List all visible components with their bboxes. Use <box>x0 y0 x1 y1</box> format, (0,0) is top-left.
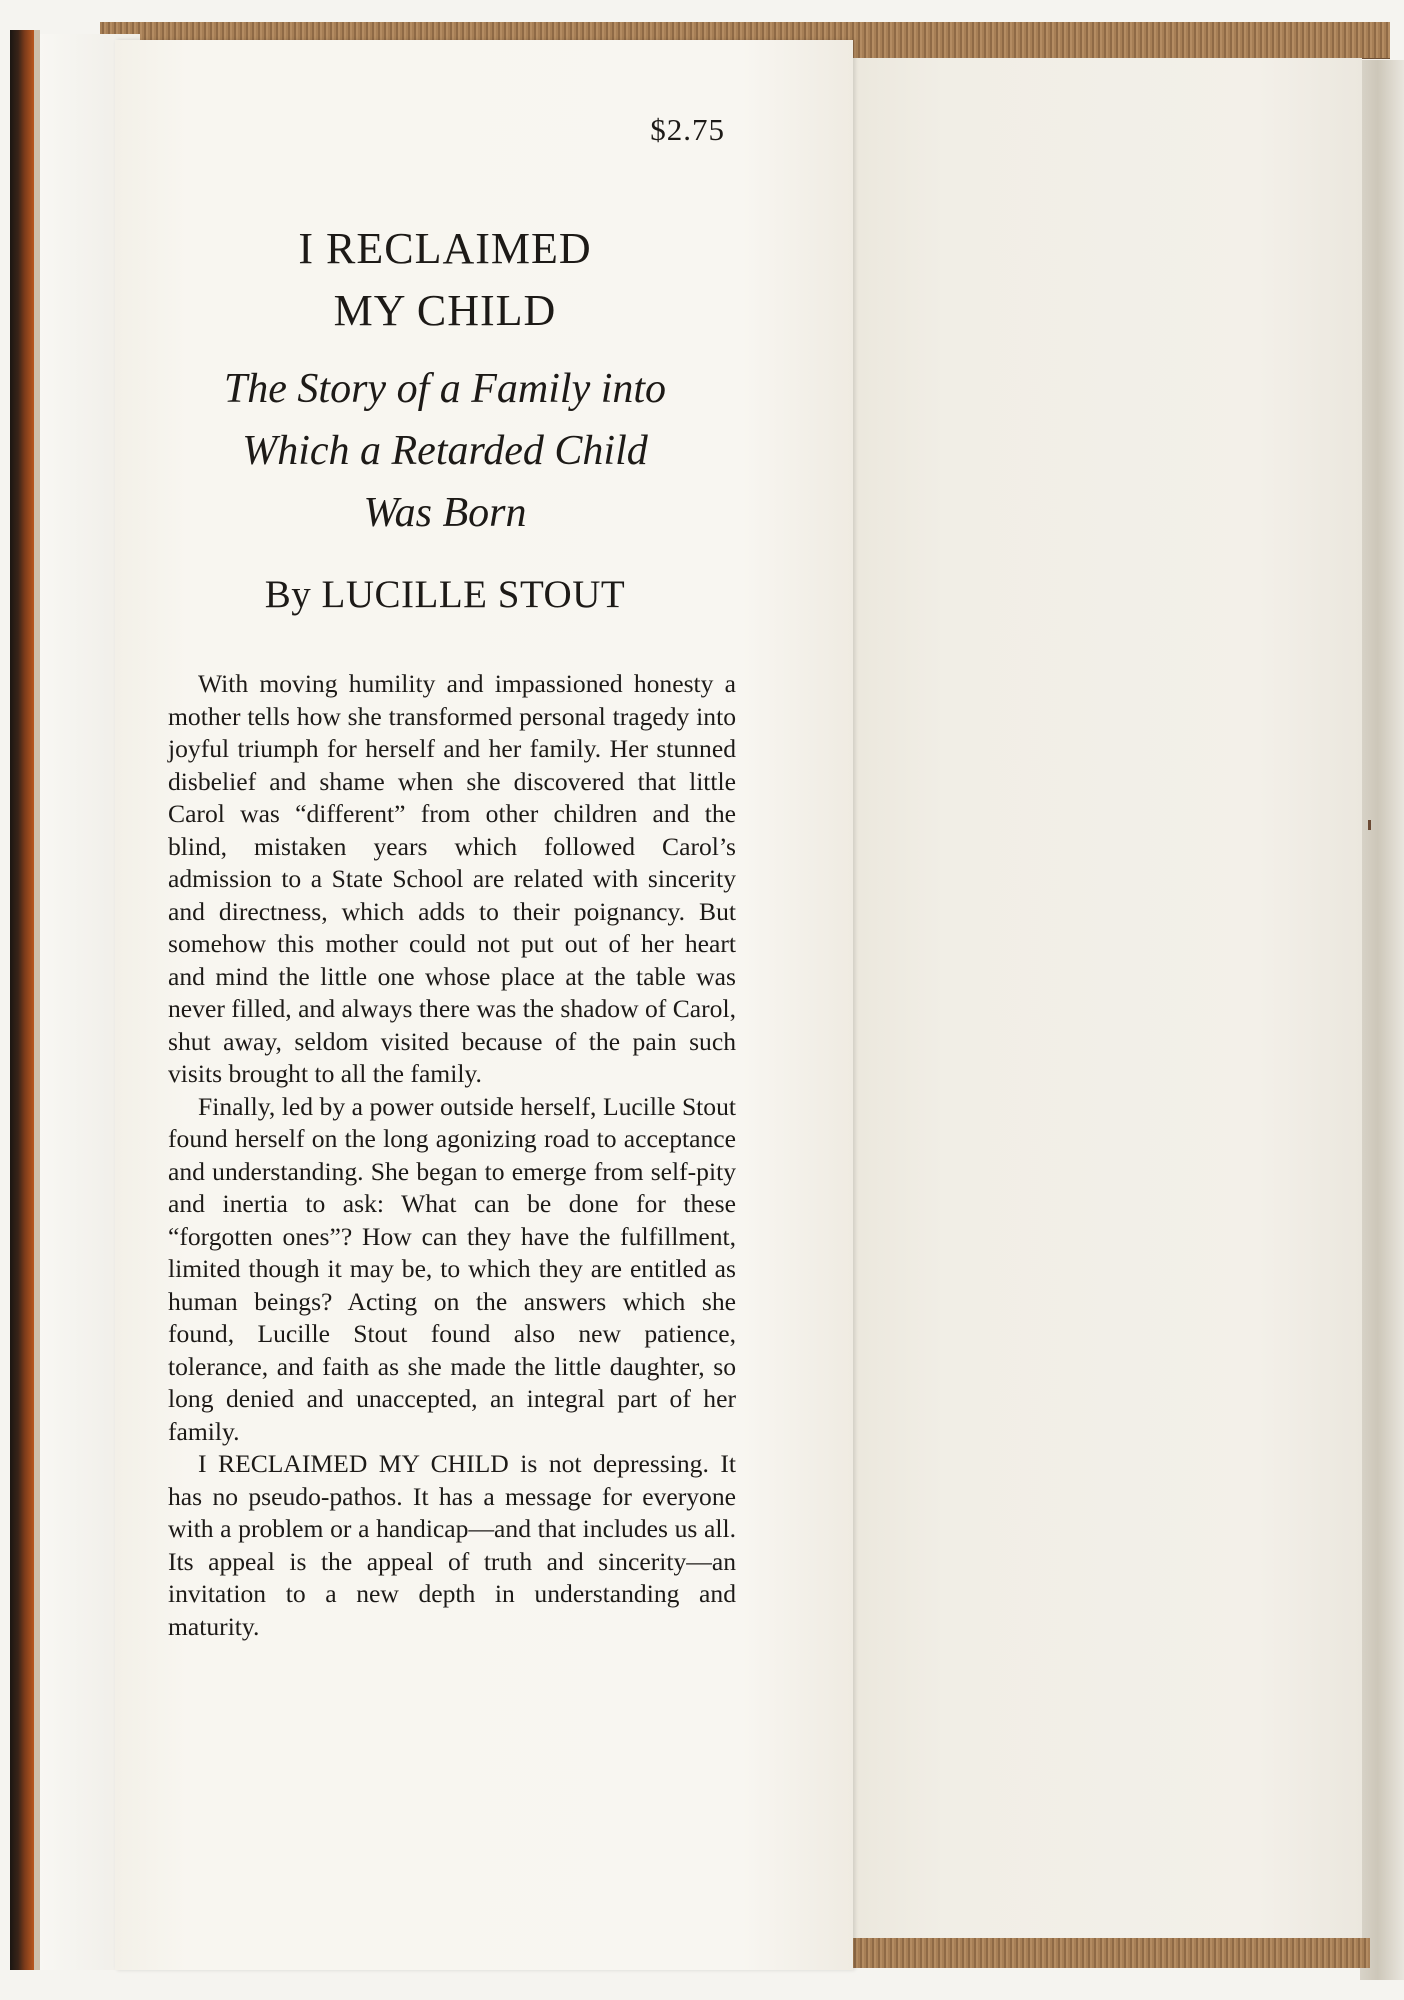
price-label: $2.75 <box>650 112 725 147</box>
book-title <box>115 218 775 342</box>
page-edge-right <box>1360 60 1404 1980</box>
book-subtitle-line-2: Which a Retarded Child <box>242 428 648 474</box>
paper-speck <box>1368 820 1371 830</box>
jacket-flap <box>115 40 853 1970</box>
description-paragraph-3: I RECLAIMED MY CHILD is not depressing. It has no pseudo-pathos. It has a message for everyone with a problem or a handicap—and that includes us all. Its appeal is the appeal of truth and sincerity—an invitation to a new depth in understanding and maturity. <box>168 1449 736 1641</box>
flap-description <box>168 668 736 1643</box>
jacket-spine-strip <box>10 30 34 1970</box>
book-subtitle <box>115 358 775 544</box>
book-subtitle-line-1: The Story of a Family into <box>223 366 667 412</box>
description-paragraph-2: Finally, led by a power outside herself, Lucille Stout found herself on the long agonizing road to acceptance and understanding. She began to emerge from self-pity and inertia to ask: What can be done for these “forgotten ones”? How can they have the fulfillment, limited though it may be, to which they are entitled as human beings? Acting on the answers which she found, Lucille Stout found also new patience, tolerance, and faith as she made the little daughter, so long denied and unaccepted, an integral part of her family. <box>168 1091 736 1446</box>
book-title-line-2: MY CHILD <box>333 286 557 335</box>
description-paragraph-1: With moving humility and impassioned honesty a mother tells how she transformed personal tragedy into joyful triumph for herself and her family. Her stunned disbelief and shame when she discovered that little Carol was “different” from other children and the blind, mistaken years which followed Carol’s admission to a State School are related with sincerity and directness, which adds to their poignancy. But somehow this mother could not put out of her heart and mind the little one whose place at the table was never filled, and always there was the shadow of Carol, shut away, seldom visited because of the pain such visits brought to all the family. <box>168 669 736 1088</box>
right-endpaper <box>840 58 1362 1938</box>
book-title-line-1: I RECLAIMED <box>298 224 592 273</box>
book-subtitle-line-3: Was Born <box>363 490 527 536</box>
cloth-board-bottom-edge <box>840 1938 1370 1968</box>
author-byline: By LUCILLE STOUT <box>264 573 626 616</box>
